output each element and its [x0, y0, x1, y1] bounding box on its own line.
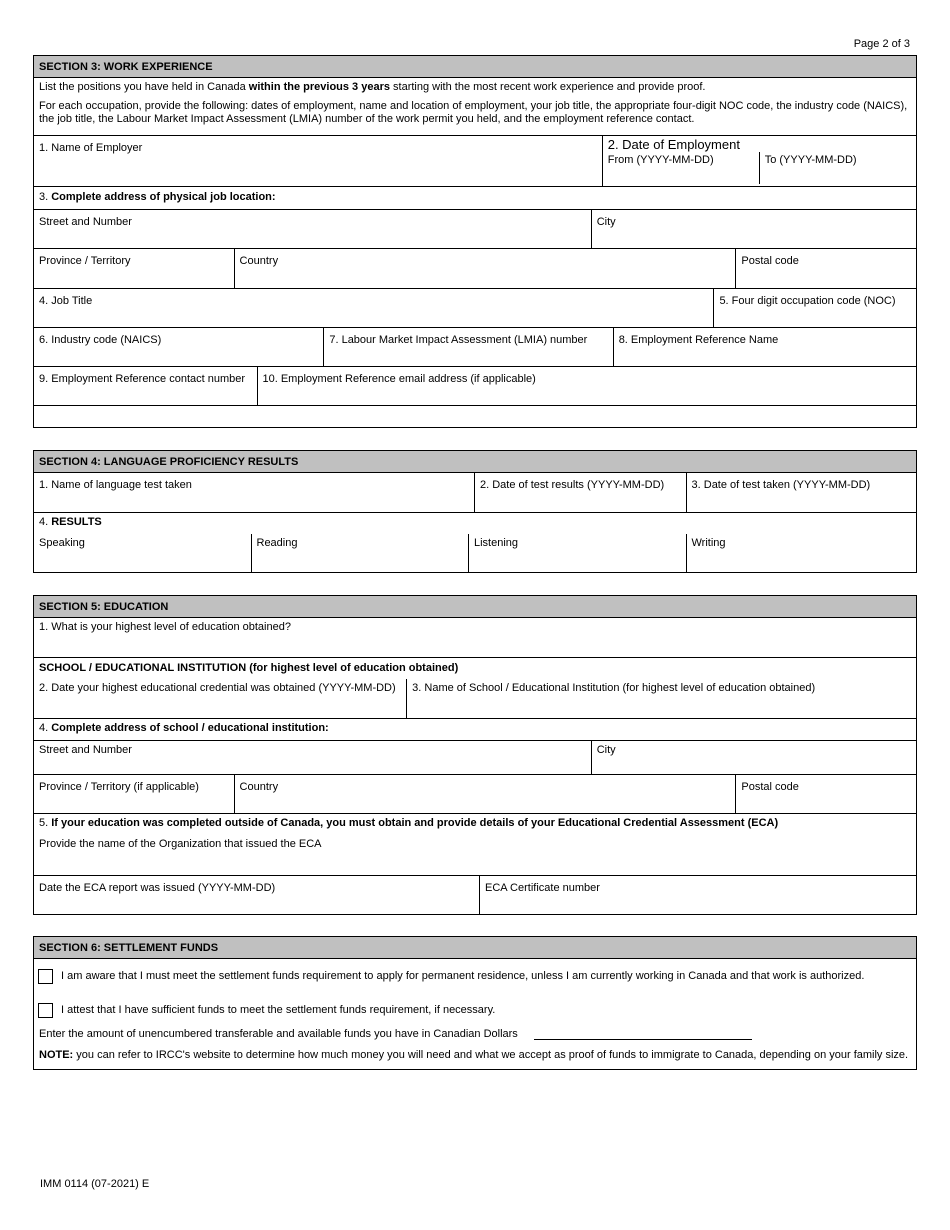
school-address-heading: 4. Complete address of school / educational institution: — [39, 722, 329, 734]
test-taken-date-field[interactable]: 3. Date of test taken (YYYY-MM-DD) — [691, 479, 871, 491]
eca-date-field[interactable]: Date the ECA report was issued (YYYY-MM-DD) — [34, 876, 480, 914]
school-street-field[interactable]: Street and Number — [34, 741, 592, 774]
attest-text: I attest that I have sufficient funds to meet the settlement funds requirement, if necessary. — [61, 1004, 496, 1016]
section-education — [33, 595, 917, 915]
section-work-experience — [33, 55, 917, 428]
job-province-field[interactable]: Province / Territory — [34, 249, 235, 288]
job-street-field[interactable]: Street and Number — [34, 210, 592, 248]
eca-certificate-field[interactable]: ECA Certificate number — [484, 882, 600, 894]
writing-field[interactable]: Writing — [691, 537, 726, 549]
section-title: SECTION 6: SETTLEMENT FUNDS — [34, 937, 916, 959]
section-title: SECTION 3: WORK EXPERIENCE — [34, 56, 916, 78]
job-city-field[interactable]: City — [596, 216, 616, 228]
section-language — [33, 450, 917, 573]
results-heading: 4. RESULTS — [39, 516, 102, 528]
reference-name-field[interactable]: 8. Employment Reference Name — [618, 334, 779, 346]
school-country-field[interactable]: Country — [235, 775, 737, 813]
to-date-field[interactable]: To (YYYY-MM-DD) — [764, 154, 857, 166]
reference-email-field[interactable]: 10. Employment Reference email address (if applicable) — [262, 373, 536, 385]
lmia-field[interactable]: 7. Labour Market Impact Assessment (LMIA) number — [324, 328, 613, 366]
page-number: Page 2 of 3 — [853, 38, 910, 50]
job-country-field[interactable]: Country — [235, 249, 737, 288]
job-title-field[interactable]: 4. Job Title — [34, 289, 714, 327]
attest-checkbox[interactable] — [38, 1003, 53, 1018]
school-postal-field[interactable]: Postal code — [741, 781, 799, 793]
noc-field[interactable]: 5. Four digit occupation code (NOC) — [719, 295, 896, 307]
listening-field[interactable]: Listening — [469, 534, 687, 572]
school-city-field[interactable]: City — [596, 744, 616, 756]
section-title: SECTION 4: LANGUAGE PROFICIENCY RESULTS — [34, 451, 916, 473]
aware-text: I am aware that I must meet the settlement funds requirement to apply for permanent residence, unless I am currently working in Canada and that work is authorized. — [61, 970, 865, 982]
blank-row — [34, 406, 916, 426]
eca-heading: 5. If your education was completed outside of Canada, you must obtain and provide details of your Educational Credential Assessment (ECA) — [39, 817, 779, 829]
language-test-name-field[interactable]: 1. Name of language test taken — [34, 473, 475, 512]
section-intro: List the positions you have held in Canada within the previous 3 years starting with the most recent work experience and provide proof. For each occupation, provide the following: dates of employment, name and location of employment, your job title, the appropriate four-digit NOC code, the industry code (NAICS), the job title, the Labour Market Impact Assessment (LMIA) number of the work permit you held, and the employment reference contact. — [34, 78, 916, 136]
eca-organization-field[interactable]: Provide the name of the Organization that issued the ECA — [39, 837, 322, 850]
section-settlement-funds — [33, 936, 917, 1070]
reference-contact-field[interactable]: 9. Employment Reference contact number — [34, 367, 258, 405]
speaking-field[interactable]: Speaking — [34, 534, 252, 572]
school-heading: SCHOOL / EDUCATIONAL INSTITUTION (for highest level of education obtained) — [39, 662, 459, 674]
test-results-date-field[interactable]: 2. Date of test results (YYYY-MM-DD) — [475, 473, 687, 512]
from-date-field[interactable]: From (YYYY-MM-DD) — [603, 152, 760, 184]
form-id: IMM 0114 (07-2021) E — [40, 1178, 150, 1190]
job-postal-field[interactable]: Postal code — [741, 255, 799, 267]
funds-amount-input[interactable] — [534, 1029, 752, 1040]
school-name-field[interactable]: 3. Name of School / Educational Institution (for highest level of education obtained) — [412, 681, 816, 694]
naics-field[interactable]: 6. Industry code (NAICS) — [34, 328, 324, 366]
aware-checkbox[interactable] — [38, 969, 53, 984]
section-title: SECTION 5: EDUCATION — [34, 596, 916, 618]
credential-date-field[interactable]: 2. Date your highest educational credential was obtained (YYYY-MM-DD) — [34, 679, 407, 718]
funds-note: NOTE: you can refer to IRCC's website to determine how much money you will need and what we accept as proof of funds to immigrate to Canada, depending on your family size. — [39, 1049, 909, 1061]
school-province-field[interactable]: Province / Territory (if applicable) — [34, 775, 235, 813]
job-address-heading: 3. Complete address of physical job location: — [39, 191, 276, 203]
employer-name-field[interactable]: 1. Name of Employer — [34, 136, 603, 186]
funds-amount-row: Enter the amount of unencumbered transferable and available funds you have in Canadian Dollars — [34, 1027, 916, 1049]
highest-education-field[interactable]: 1. What is your highest level of education obtained? — [39, 621, 291, 633]
date-of-employment: 2. Date of Employment From (YYYY-MM-DD) To (YYYY-MM-DD) — [603, 136, 916, 186]
reading-field[interactable]: Reading — [252, 534, 470, 572]
